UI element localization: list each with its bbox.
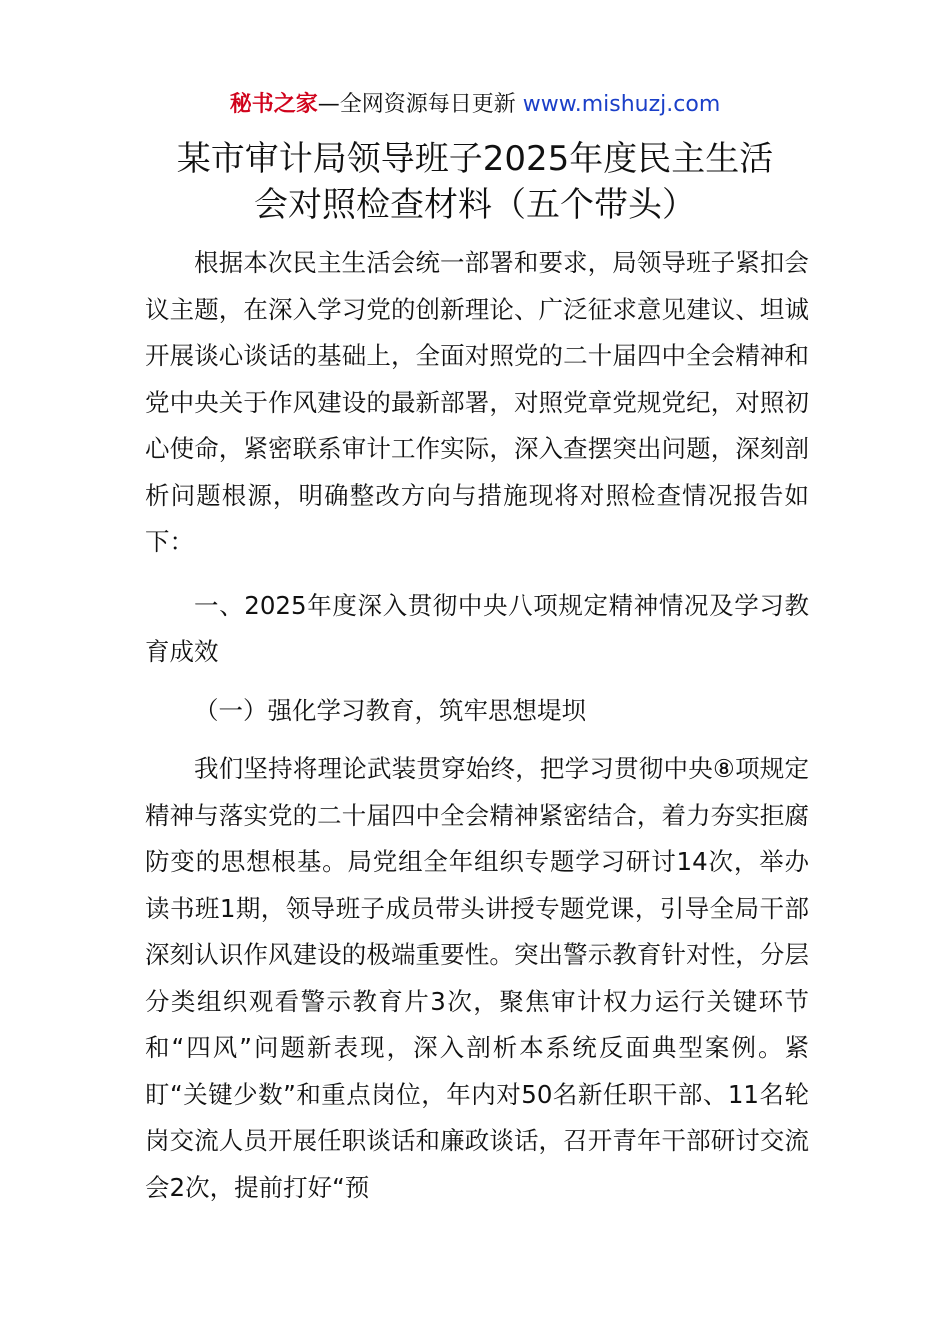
document-title	[0, 136, 950, 228]
site-url-link[interactable]: www.mishuzj.com	[522, 92, 721, 117]
section-heading: 一、2025年度深入贯彻中央八项规定精神情况及学习教育成效	[145, 590, 809, 666]
site-brand: 秘书之家	[229, 92, 318, 117]
intro-paragraph: 根据本次民主生活会统一部署和要求，局领导班子紧扣会议主题，在深入学习党的创新理论、广泛征求意见建议、坦诚开展谈心谈话的基础上，全面对照党的二十届四中全会精神和党中央关于作风建设的最新部署，对照党章党规党纪，对照初心使命，紧密联系审计工作实际，深入查摆突出问题，深刻剖析问题根源，明确整改方向与措施现将对照检查情况报告如下：	[145, 248, 809, 556]
document-body	[145, 240, 809, 1228]
watermark-header	[0, 88, 950, 122]
title-line-1: 某市审计局领导班子2025年度民主生活	[176, 139, 774, 179]
title-line-2: 会对照检查材料（五个带头）	[254, 185, 696, 225]
subsection-heading: （一）强化学习教育，筑牢思想堤坝	[194, 695, 586, 725]
body-paragraph: 我们坚持将理论武装贯穿始终，把学习贯彻中央⑧项规定精神与落实党的二十届四中全会精神紧密结合，着力夯实拒腐防变的思想根基。局党组全年组织专题学习研讨14次，举办读书班1期，领导班子成员带头讲授专题党课，引导全局干部深刻认识作风建设的极端重要性。突出警示教育针对性，分层分类组织观看警示教育片3次，聚焦审计权力运行关键环节和“四风”问题新表现，深入剖析本系统反面典型案例。紧盯“关键少数”和重点岗位，年内对50名新任职干部、11名轮岗交流人员开展任职谈话和廉政谈话，召开青年干部研讨交流会2次，提前打好“预	[145, 754, 809, 1202]
site-tagline: —全网资源每日更新	[317, 92, 516, 117]
